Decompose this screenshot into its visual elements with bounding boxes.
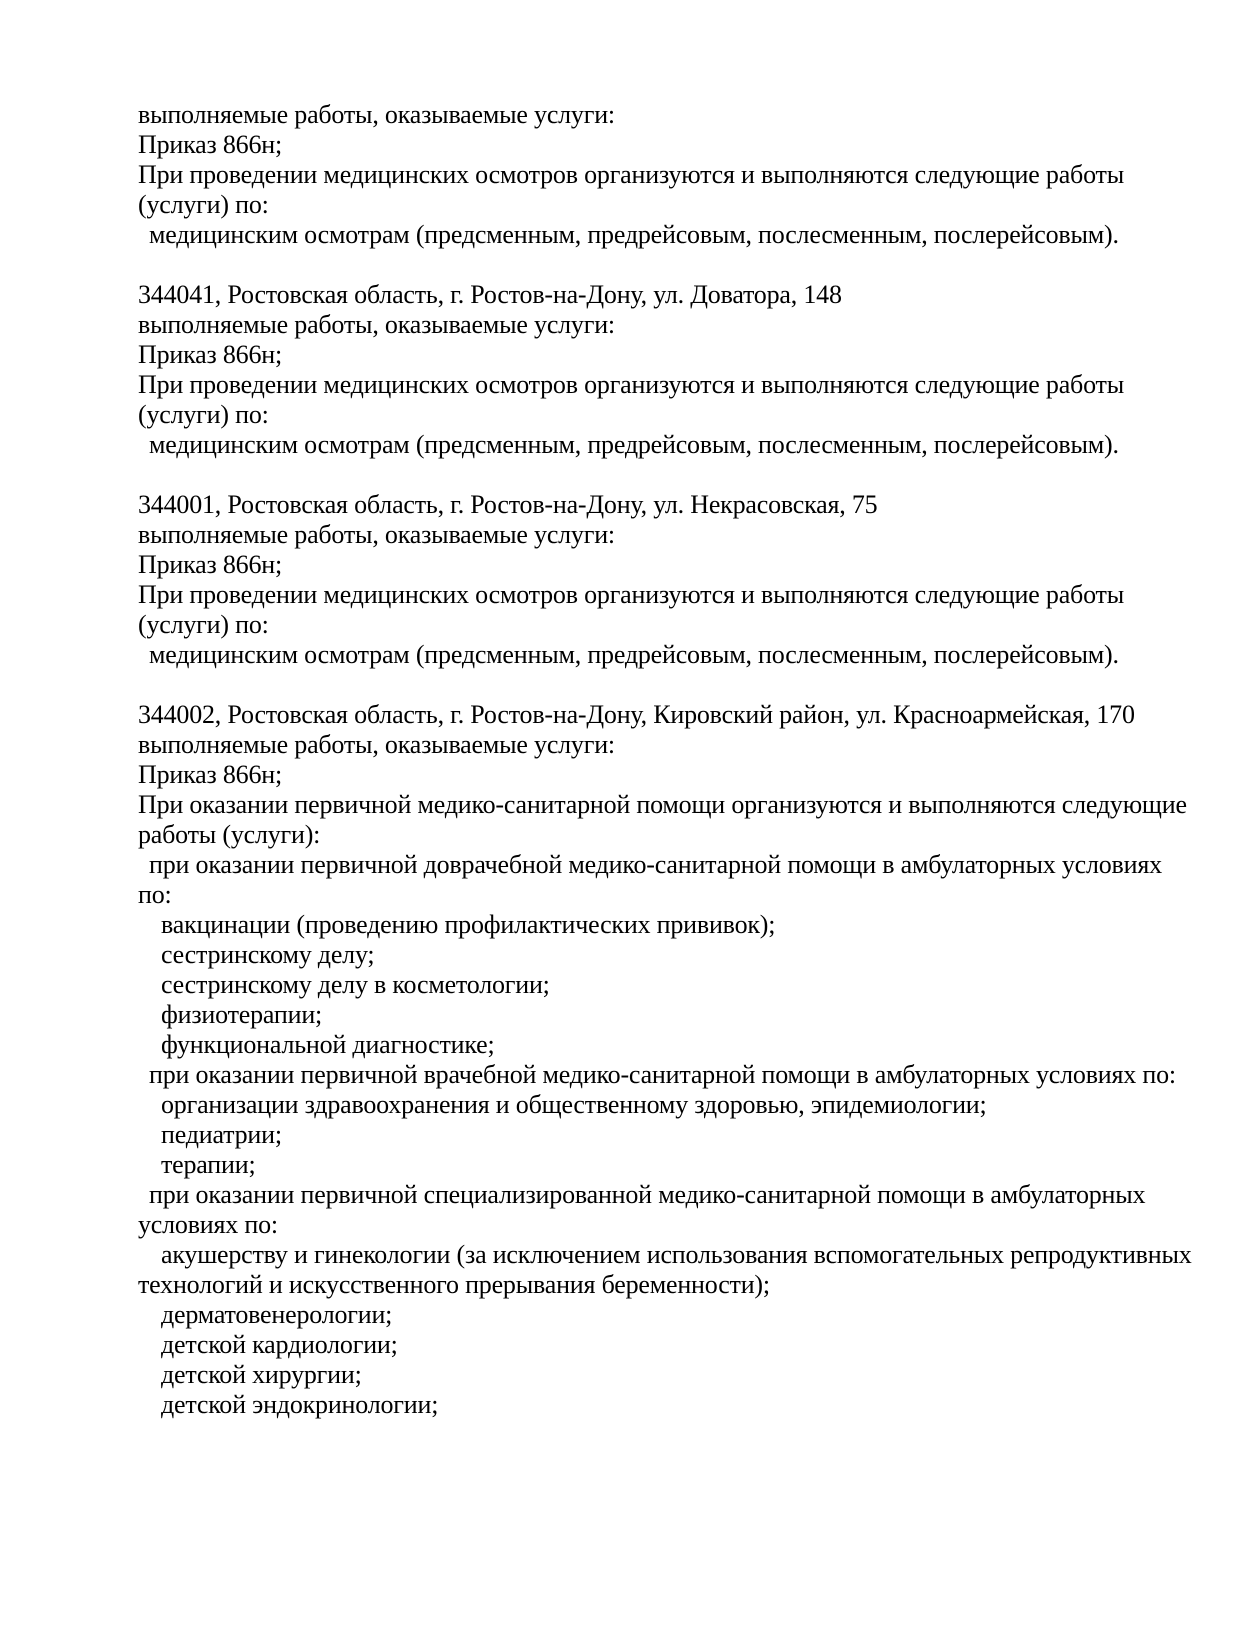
text-line: выполняемые работы, оказываемые услуги: xyxy=(138,100,615,129)
text-line: при оказании первичной доврачебной медико-санитарной помощи в амбулаторных условиях xyxy=(149,850,1162,879)
text-line: функциональной диагностике; xyxy=(161,1030,495,1059)
text-line: 344041, Ростовская область, г. Ростов-на-Дону, ул. Доватора, 148 xyxy=(138,280,842,309)
license-block-address-344041 xyxy=(138,280,1200,460)
text-line: Приказ 866н; xyxy=(138,130,282,159)
text-line: (услуги) по: xyxy=(138,190,269,219)
text-line: условиях по: xyxy=(138,1210,278,1239)
license-block-address-344001 xyxy=(138,490,1200,670)
text-line: выполняемые работы, оказываемые услуги: xyxy=(138,310,615,339)
text-line: (услуги) по: xyxy=(138,400,269,429)
text-line: сестринскому делу в косметологии; xyxy=(161,970,550,999)
text-line: при оказании первичной врачебной медико-санитарной помощи в амбулаторных условиях по: xyxy=(149,1060,1176,1089)
text-line: технологий и искусственного прерывания беременности); xyxy=(138,1270,770,1299)
text-line: медицинским осмотрам (предсменным, предрейсовым, послесменным, послерейсовым). xyxy=(149,640,1119,669)
text-line: работы (услуги): xyxy=(138,820,321,849)
text-line: При проведении медицинских осмотров организуются и выполняются следующие работы xyxy=(138,160,1124,189)
text-line: детской кардиологии; xyxy=(161,1330,398,1359)
text-line: педиатрии; xyxy=(161,1120,282,1149)
text-line: (услуги) по: xyxy=(138,610,269,639)
document-content xyxy=(138,100,1200,1450)
text-line: медицинским осмотрам (предсменным, предрейсовым, послесменным, послерейсовым). xyxy=(149,430,1119,459)
text-line: При проведении медицинских осмотров организуются и выполняются следующие работы xyxy=(138,370,1124,399)
text-line: При оказании первичной медико-санитарной помощи организуются и выполняются следующие xyxy=(138,790,1187,819)
text-line: 344001, Ростовская область, г. Ростов-на-Дону, ул. Некрасовская, 75 xyxy=(138,490,878,519)
text-line: детской эндокринологии; xyxy=(161,1390,439,1419)
text-line: Приказ 866н; xyxy=(138,760,282,789)
text-line: выполняемые работы, оказываемые услуги: xyxy=(138,520,615,549)
text-line: выполняемые работы, оказываемые услуги: xyxy=(138,730,615,759)
text-line: При проведении медицинских осмотров организуются и выполняются следующие работы xyxy=(138,580,1124,609)
text-line: 344002, Ростовская область, г. Ростов-на-Дону, Кировский район, ул. Красноармейская, 170 xyxy=(138,700,1135,729)
text-line: Приказ 866н; xyxy=(138,550,282,579)
text-line: медицинским осмотрам (предсменным, предрейсовым, послесменным, послерейсовым). xyxy=(149,220,1119,249)
text-line: организации здравоохранения и общественному здоровью, эпидемиологии; xyxy=(161,1090,987,1119)
license-block-address-344002 xyxy=(138,700,1200,1420)
text-line: физиотерапии; xyxy=(161,1000,323,1029)
text-line: терапии; xyxy=(161,1150,256,1179)
license-block-services-continued xyxy=(138,100,1200,250)
text-line: по: xyxy=(138,880,172,909)
text-line: Приказ 866н; xyxy=(138,340,282,369)
text-line: сестринскому делу; xyxy=(161,940,375,969)
text-line: вакцинации (проведению профилактических прививок); xyxy=(161,910,776,939)
text-line: акушерству и гинекологии (за исключением использования вспомогательных репродуктивных xyxy=(161,1240,1192,1269)
text-line: дерматовенерологии; xyxy=(161,1300,393,1329)
text-line: при оказании первичной специализированной медико-санитарной помощи в амбулаторных xyxy=(149,1180,1146,1209)
text-line: детской хирургии; xyxy=(161,1360,362,1389)
